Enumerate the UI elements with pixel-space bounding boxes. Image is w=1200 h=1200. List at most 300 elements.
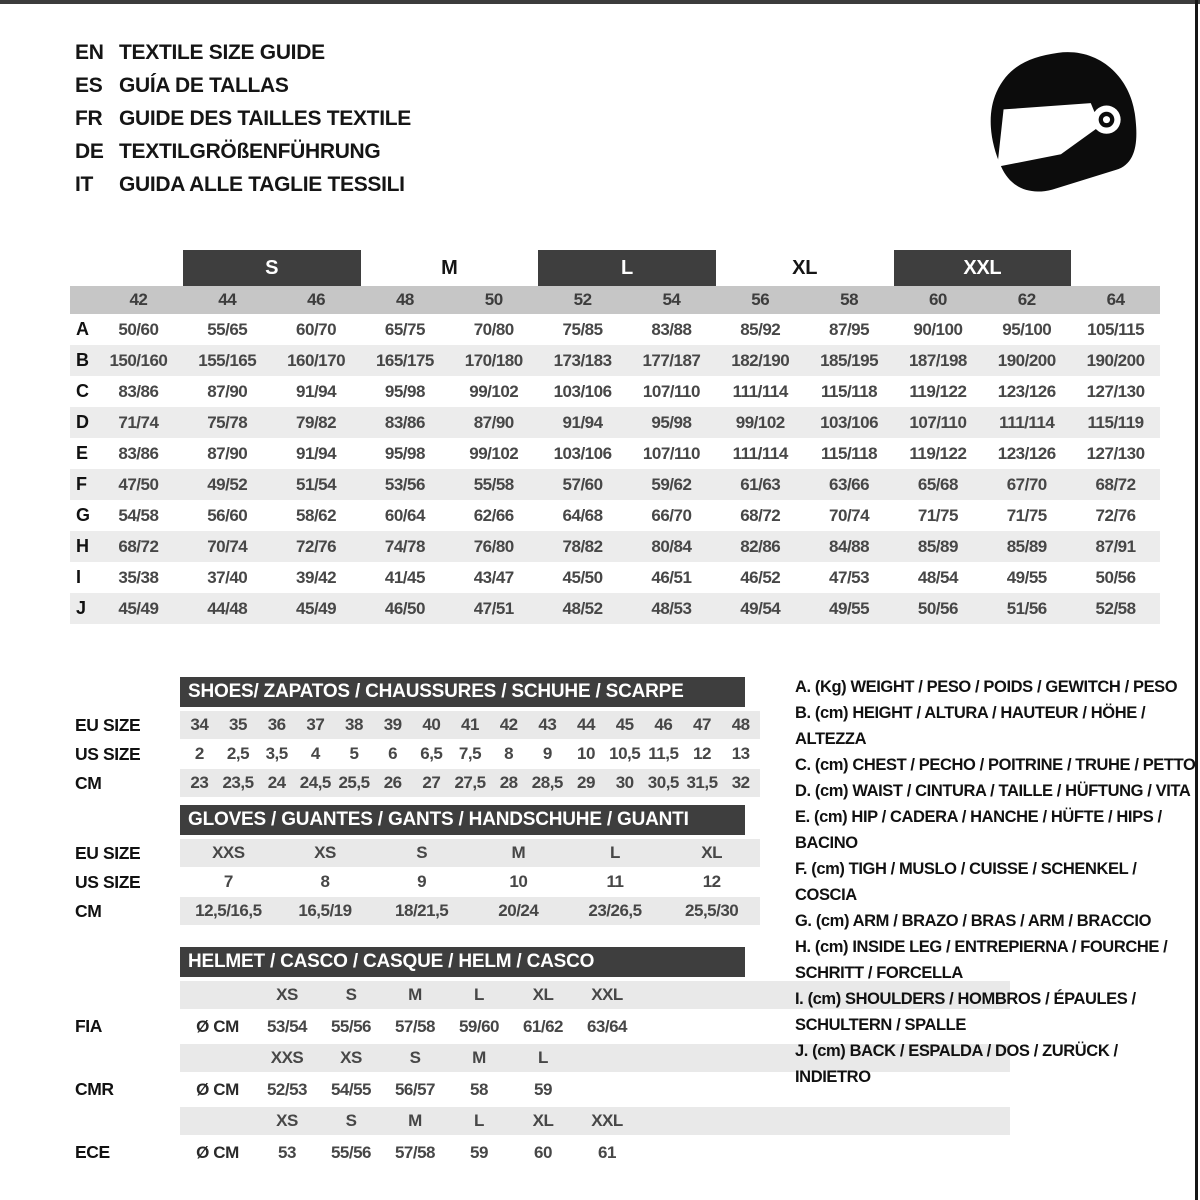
- table-cell: 50/56: [1095, 567, 1136, 587]
- table-cell: 79/82: [296, 412, 337, 432]
- table-cell: 45: [615, 715, 634, 734]
- table-row-e: [70, 438, 1160, 469]
- table-cell: 6: [388, 744, 398, 763]
- table-cell: 45/49: [296, 598, 337, 618]
- size-band-s: S: [183, 250, 361, 286]
- legend-key: D.: [795, 782, 811, 800]
- table-cell: 34: [190, 715, 209, 734]
- size-label: XXS: [270, 1048, 304, 1067]
- table-cell: 59: [534, 1079, 552, 1099]
- row-key: I: [76, 567, 82, 587]
- legend-unit: (Kg): [814, 678, 847, 696]
- shoes-eu-row: [70, 711, 760, 739]
- size-label: L: [538, 1048, 548, 1067]
- row-label: EU SIZE: [75, 714, 141, 735]
- table-cell: 66/70: [651, 505, 692, 525]
- table-cell: 46/52: [740, 567, 781, 587]
- table-cell: 41/45: [384, 567, 425, 587]
- lang-row-en: [75, 36, 411, 69]
- table-cell: 72/76: [1095, 505, 1136, 525]
- numeric-size: 62: [1017, 290, 1036, 309]
- table-cell: 55/65: [207, 319, 248, 339]
- numeric-size: 48: [395, 290, 414, 309]
- shoes-table: [70, 677, 760, 798]
- table-cell: 61: [598, 1142, 616, 1162]
- legend-unit: (cm): [813, 808, 848, 826]
- row-key: H: [76, 536, 89, 556]
- size-band-xxl: XXL: [894, 250, 1072, 286]
- diameter-unit: Ø CM: [196, 1142, 239, 1162]
- numeric-size: 56: [751, 290, 770, 309]
- table-cell: 99/102: [735, 412, 785, 432]
- table-cell: 38: [345, 715, 363, 734]
- legend-key: H.: [795, 938, 811, 956]
- legend-unit: (cm): [814, 782, 849, 800]
- table-cell: 115/119: [1087, 412, 1144, 432]
- shoes-us-row: [70, 740, 760, 768]
- legend-item: [795, 1038, 1197, 1090]
- table-cell: 56/60: [207, 505, 248, 525]
- table-cell: 58/62: [296, 505, 337, 525]
- table-row-i: [70, 562, 1160, 593]
- table-cell: 150/160: [109, 350, 168, 370]
- legend-unit: (cm): [814, 704, 849, 722]
- table-cell: 20/24: [498, 901, 539, 920]
- table-cell: 47/51: [473, 598, 514, 618]
- table-cell: 40: [422, 715, 441, 734]
- legend-unit: (cm): [807, 990, 841, 1008]
- table-cell: L: [610, 843, 620, 862]
- label-spacer: [70, 805, 180, 838]
- table-cell: 44: [577, 715, 595, 734]
- table-cell: 83/86: [118, 381, 159, 401]
- gloves-cm-row: [70, 897, 760, 925]
- table-cell: 30,5: [647, 773, 679, 792]
- table-cell: 155/165: [198, 350, 257, 370]
- row-key: A: [76, 319, 89, 339]
- shoes-title-row: [70, 677, 760, 710]
- table-cell: 55/56: [330, 1016, 372, 1036]
- table-cell: 54/55: [330, 1079, 372, 1099]
- table-cell: 51/56: [1006, 598, 1047, 618]
- legend-item: [795, 908, 1197, 934]
- row-key: J: [76, 598, 87, 618]
- table-cell: 123/126: [997, 381, 1056, 401]
- table-cell: 95/98: [384, 381, 425, 401]
- top-border-line: [0, 0, 1200, 4]
- legend-unit: (cm): [814, 938, 849, 956]
- table-row-f: [70, 469, 1160, 500]
- table-row-g: [70, 500, 1160, 531]
- table-cell: 58: [470, 1079, 488, 1099]
- racing-helmet-icon: [980, 38, 1145, 206]
- size-label: XS: [276, 985, 298, 1004]
- numeric-size: 54: [662, 290, 681, 309]
- table-cell: 5: [349, 744, 359, 763]
- table-cell: 36: [267, 715, 286, 734]
- size-band-row: [70, 250, 1160, 286]
- table-row-b: [70, 345, 1160, 376]
- table-cell: 48/54: [917, 567, 958, 587]
- table-cell: 46: [654, 715, 673, 734]
- table-cell: 2: [194, 744, 204, 763]
- table-cell: 53: [278, 1142, 296, 1162]
- table-cell: 27,5: [454, 773, 486, 792]
- table-cell: 55/56: [330, 1142, 372, 1162]
- table-cell: 47/53: [829, 567, 870, 587]
- legend-text: TIGH / MUSLO / CUISSE / SCHENKEL / COSCIA: [795, 860, 1137, 904]
- lang-code: FR: [75, 106, 103, 130]
- legend-text: WAIST / CINTURA / TAILLE / HÜFTUNG / VITA: [852, 782, 1191, 800]
- ece-size-header: [180, 1107, 1010, 1135]
- table-cell: 48/53: [651, 598, 692, 618]
- table-cell: 12: [693, 744, 711, 763]
- size-label: S: [345, 985, 357, 1004]
- size-label: S: [409, 1048, 421, 1067]
- table-cell: 55/58: [473, 474, 514, 494]
- table-cell: 85/89: [917, 536, 958, 556]
- textile-size-table: [70, 250, 1160, 624]
- shoes-us-values: [180, 740, 760, 768]
- legend-item: [795, 986, 1197, 1038]
- table-cell: 83/86: [118, 443, 159, 463]
- lang-code: EN: [75, 40, 104, 64]
- table-cell: 115/118: [821, 443, 878, 463]
- row-label: US SIZE: [75, 743, 141, 764]
- legend-unit: (cm): [815, 912, 850, 930]
- legend-text: BACK / ESPALDA / DOS / ZURÜCK / INDIETRO: [795, 1042, 1118, 1086]
- table-cell: 59/62: [651, 474, 692, 494]
- ece-sizes-row: [70, 1107, 1010, 1135]
- table-cell: 49/52: [207, 474, 248, 494]
- numeric-size: 44: [218, 290, 237, 309]
- shoes-cm-row: [70, 769, 760, 797]
- table-cell: 49/55: [1006, 567, 1047, 587]
- table-cell: 75/78: [207, 412, 248, 432]
- table-cell: 160/170: [287, 350, 346, 370]
- table-cell: 43/47: [473, 567, 514, 587]
- row-label: US SIZE: [75, 871, 141, 892]
- table-cell: 165/175: [375, 350, 434, 370]
- legend-item: [795, 934, 1197, 986]
- label-spacer: [70, 981, 180, 1009]
- table-cell: 39/42: [296, 567, 337, 587]
- table-cell: 63/64: [586, 1016, 628, 1036]
- table-cell: 51/54: [296, 474, 337, 494]
- table-cell: 54/58: [118, 505, 159, 525]
- table-cell: 65/68: [917, 474, 958, 494]
- table-cell: 127/130: [1086, 443, 1145, 463]
- lang-code: DE: [75, 139, 104, 163]
- table-cell: 10,5: [609, 744, 641, 763]
- table-cell: 18/21,5: [395, 901, 449, 920]
- table-cell: 123/126: [997, 443, 1056, 463]
- shoes-cm-values: [180, 769, 760, 797]
- table-cell: 57/60: [562, 474, 603, 494]
- table-cell: 12,5/16,5: [195, 901, 262, 920]
- table-cell: 107/110: [642, 443, 700, 463]
- page-title: TEXTILE SIZE GUIDE: [119, 40, 325, 64]
- size-label: XL: [532, 1111, 554, 1130]
- table-cell: 23/26,5: [588, 901, 642, 920]
- gloves-table: [70, 805, 760, 926]
- table-row-c: [70, 376, 1160, 407]
- table-cell: 43: [538, 715, 557, 734]
- table-cell: 8: [320, 872, 330, 891]
- table-cell: 95/98: [384, 443, 425, 463]
- table-cell: 46/50: [384, 598, 425, 618]
- table-cell: 173/183: [553, 350, 612, 370]
- table-cell: 177/187: [642, 350, 701, 370]
- gloves-eu-values: [180, 839, 760, 867]
- table-cell: 74/78: [384, 536, 425, 556]
- size-label: S: [345, 1111, 357, 1130]
- legend-text: HEIGHT / ALTURA / HAUTEUR / HÖHE / ALTEZZA: [795, 704, 1146, 748]
- gloves-cm-values: [180, 897, 760, 925]
- table-cell: 25,5/30: [685, 901, 739, 920]
- table-cell: 46/51: [651, 567, 692, 587]
- size-label: XXL: [591, 1111, 623, 1130]
- table-cell: 53/54: [266, 1016, 308, 1036]
- legend-item: [795, 778, 1197, 804]
- gloves-eu-row: [70, 839, 760, 867]
- table-cell: 11: [606, 872, 624, 891]
- legend-unit: (cm): [814, 756, 849, 774]
- size-label: XS: [276, 1111, 298, 1130]
- gloves-us-row: [70, 868, 760, 896]
- table-row-h: [70, 531, 1160, 562]
- legend-item: [795, 856, 1197, 908]
- size-band-xl: XL: [792, 256, 818, 279]
- table-cell: 70/74: [829, 505, 870, 525]
- page-title-fr: GUIDE DES TAILLES TEXTILE: [119, 106, 411, 130]
- legend-item: [795, 752, 1197, 778]
- language-title-block: [75, 36, 411, 201]
- table-cell: 37: [306, 715, 325, 734]
- table-cell: 91/94: [296, 381, 337, 401]
- table-cell: 10: [509, 872, 528, 891]
- size-label: L: [474, 985, 484, 1004]
- table-cell: 68/72: [740, 505, 781, 525]
- legend-key: B.: [795, 704, 811, 722]
- table-cell: 72/76: [296, 536, 337, 556]
- table-cell: 70/80: [473, 319, 514, 339]
- table-row-j: [70, 593, 1160, 624]
- row-key: C: [76, 381, 89, 401]
- table-cell: 111/114: [999, 412, 1055, 432]
- table-cell: 10: [577, 744, 595, 763]
- table-cell: 99/102: [469, 381, 519, 401]
- table-cell: 64/68: [562, 505, 603, 525]
- table-cell: 35/38: [118, 567, 159, 587]
- size-band-l: L: [538, 250, 716, 286]
- table-cell: 24,5: [299, 773, 331, 792]
- table-cell: 49/55: [829, 598, 870, 618]
- table-cell: 39: [383, 715, 402, 734]
- ece-values: [180, 1136, 1010, 1169]
- table-cell: 59: [470, 1142, 488, 1162]
- table-cell: 44/48: [207, 598, 248, 618]
- row-key: D: [76, 412, 89, 432]
- table-cell: 62/66: [473, 505, 514, 525]
- table-cell: 182/190: [731, 350, 790, 370]
- table-cell: 85/92: [740, 319, 781, 339]
- gloves-us-values: [180, 868, 760, 896]
- legend-key: G.: [795, 912, 812, 930]
- table-cell: 87/90: [207, 443, 248, 463]
- table-cell: 76/80: [473, 536, 514, 556]
- table-cell: 35: [229, 715, 247, 734]
- legend-key: C.: [795, 756, 811, 774]
- table-cell: 53/56: [384, 474, 425, 494]
- row-label: EU SIZE: [75, 842, 141, 863]
- legend-text: SHOULDERS / HOMBROS / ÉPAULES / SCHULTERN / SPALLE: [795, 990, 1136, 1034]
- table-cell: 31,5: [686, 773, 718, 792]
- size-label: XS: [340, 1048, 362, 1067]
- legend-unit: (cm): [811, 860, 845, 878]
- size-label: M: [408, 985, 422, 1004]
- table-cell: 87/90: [473, 412, 514, 432]
- row-key: E: [76, 443, 89, 463]
- table-cell: 50/56: [917, 598, 958, 618]
- legend-item: [795, 700, 1197, 752]
- table-cell: S: [416, 843, 428, 862]
- table-cell: 107/110: [909, 412, 967, 432]
- table-cell: 26: [383, 773, 402, 792]
- table-cell: 71/75: [1006, 505, 1047, 525]
- table-cell: 119/122: [909, 443, 967, 463]
- legend-key: J.: [795, 1042, 808, 1060]
- table-cell: XL: [701, 843, 723, 862]
- table-cell: 60/64: [384, 505, 425, 525]
- legend-unit: (cm): [812, 1042, 846, 1060]
- table-cell: 95/98: [651, 412, 692, 432]
- legend-text: CHEST / PECHO / POITRINE / TRUHE / PETTO: [852, 756, 1196, 774]
- numeric-size: 58: [840, 290, 859, 309]
- lang-row-fr: [75, 102, 411, 135]
- table-cell: 90/100: [913, 319, 963, 339]
- table-cell: 103/106: [553, 443, 612, 463]
- table-cell: 57/58: [394, 1016, 436, 1036]
- numeric-size: 64: [1106, 290, 1125, 309]
- numeric-size: 60: [928, 290, 947, 309]
- table-cell: 59/60: [458, 1016, 500, 1036]
- table-cell: 190/200: [1086, 350, 1145, 370]
- legend-item: [795, 674, 1197, 700]
- table-cell: 9: [542, 744, 552, 763]
- label-spacer: [70, 1107, 180, 1135]
- page-title-de: TEXTILGRÖßENFÜHRUNG: [119, 139, 381, 163]
- table-cell: 107/110: [642, 381, 700, 401]
- table-cell: 115/118: [821, 381, 878, 401]
- diameter-unit: Ø CM: [196, 1079, 239, 1099]
- table-cell: 111/114: [732, 443, 788, 463]
- table-cell: 49/54: [740, 598, 781, 618]
- table-cell: 78/82: [562, 536, 603, 556]
- ece-values-row: [70, 1136, 1010, 1169]
- row-key: F: [76, 474, 87, 494]
- table-cell: 170/180: [464, 350, 523, 370]
- numeric-size-header-row: [70, 286, 1160, 314]
- size-label: L: [474, 1111, 484, 1130]
- size-label: XXL: [591, 985, 623, 1004]
- table-cell: 30: [615, 773, 634, 792]
- size-label: M: [472, 1048, 486, 1067]
- shoes-title-bar: SHOES/ ZAPATOS / CHAUSSURES / SCHUHE / SCARPE: [180, 677, 745, 707]
- row-label: CM: [75, 772, 102, 793]
- size-label: M: [408, 1111, 422, 1130]
- table-cell: 23,5: [222, 773, 254, 792]
- table-cell: 127/130: [1086, 381, 1145, 401]
- table-cell: 8: [504, 744, 514, 763]
- legend-text: WEIGHT / PESO / POIDS / GEWITCH / PESO: [850, 678, 1178, 696]
- lang-row-de: [75, 135, 411, 168]
- lang-code: ES: [75, 73, 103, 97]
- table-cell: 85/89: [1006, 536, 1047, 556]
- standard-label-fia: FIA: [75, 1016, 102, 1036]
- table-cell: 61/62: [522, 1016, 564, 1036]
- table-cell: XS: [314, 843, 336, 862]
- table-cell: 99/102: [469, 443, 519, 463]
- table-cell: 83/88: [651, 319, 692, 339]
- table-cell: M: [511, 843, 526, 862]
- table-cell: 83/86: [384, 412, 425, 432]
- table-cell: 52/53: [266, 1079, 308, 1099]
- standard-label-cmr: CMR: [75, 1079, 114, 1099]
- table-cell: 7: [223, 872, 233, 891]
- table-cell: 24: [267, 773, 286, 792]
- table-cell: 9: [417, 872, 427, 891]
- table-cell: 80/84: [651, 536, 692, 556]
- table-cell: 87/95: [829, 319, 870, 339]
- table-cell: 45/49: [118, 598, 159, 618]
- numeric-size: 42: [129, 290, 148, 309]
- table-cell: 7,5: [458, 744, 482, 763]
- table-cell: 47/50: [118, 474, 159, 494]
- gloves-title-bar: GLOVES / GUANTES / GANTS / HANDSCHUHE / GUANTI: [180, 805, 745, 835]
- legend-text: ARM / BRAZO / BRAS / ARM / BRACCIO: [852, 912, 1152, 930]
- numeric-size: 46: [307, 290, 326, 309]
- table-cell: 13: [731, 744, 750, 763]
- table-cell: 84/88: [829, 536, 870, 556]
- gloves-title-row: [70, 805, 760, 838]
- table-row-d: [70, 407, 1160, 438]
- numeric-size: 52: [573, 290, 592, 309]
- table-cell: 16,5/19: [298, 901, 352, 920]
- table-cell: 71/75: [917, 505, 958, 525]
- table-cell: 37/40: [207, 567, 248, 587]
- table-cell: 42: [499, 715, 518, 734]
- table-cell: 82/86: [740, 536, 781, 556]
- table-cell: 68/72: [118, 536, 159, 556]
- table-cell: 28: [499, 773, 518, 792]
- table-cell: 103/106: [820, 412, 879, 432]
- table-cell: 12: [702, 872, 721, 891]
- legend-item: [795, 804, 1197, 856]
- table-cell: 60/70: [296, 319, 337, 339]
- table-cell: 6,5: [420, 744, 443, 763]
- diameter-unit: Ø CM: [196, 1016, 239, 1036]
- table-cell: 87/90: [207, 381, 248, 401]
- table-cell: 11,5: [648, 744, 679, 763]
- row-key: B: [76, 350, 89, 370]
- legend-key: I.: [795, 990, 804, 1008]
- table-cell: 70/74: [207, 536, 248, 556]
- size-label: XL: [532, 985, 554, 1004]
- legend-key: F.: [795, 860, 808, 878]
- lang-code: IT: [75, 172, 94, 196]
- table-cell: 65/75: [384, 319, 425, 339]
